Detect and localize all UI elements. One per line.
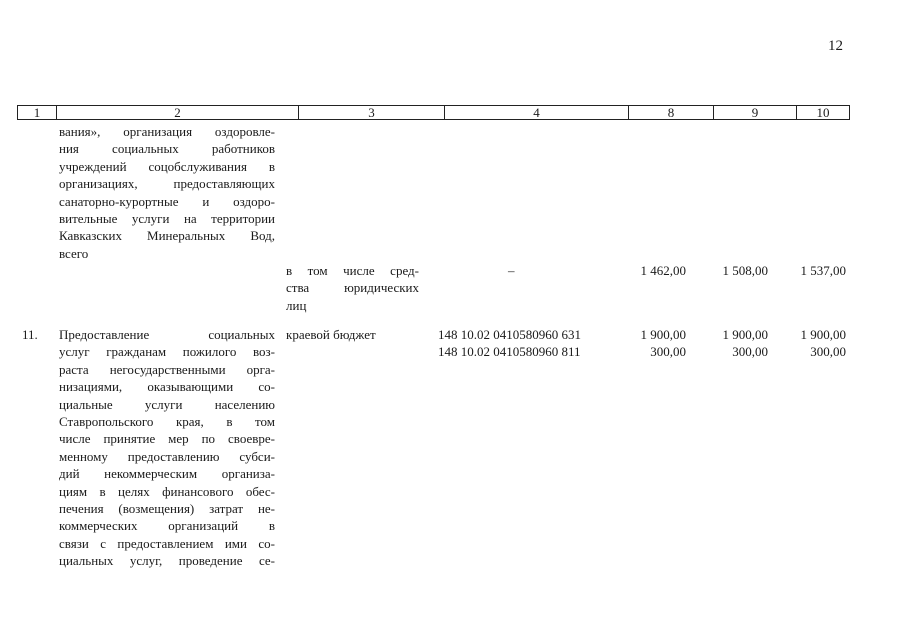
header-col-4: 4 [445,106,629,119]
text-line: дий некоммерческим организа- [59,466,275,482]
text-line: Ставропольского края, в том [59,414,275,430]
header-col-1: 1 [18,106,57,119]
legal-entities-code: – [508,263,515,278]
continued-item-text [59,123,275,262]
legal-entities-col-8: 1 462,00 [640,263,686,278]
row-11-col-9-b: 300,00 [732,344,768,359]
text-line: всего [59,245,89,261]
text-line: ния социальных работников [59,141,275,157]
row-11-source: краевой бюджет [286,327,376,342]
text-line: вания», организация оздоровле- [59,124,275,139]
text-line: вительные услуги на территории [59,211,275,227]
text-line: раста негосударственными орга- [59,361,275,377]
header-col-9: 9 [714,106,797,119]
row-11-col-10-a: 1 900,00 [800,327,846,342]
text-line: организациях, предоставляющих [59,176,275,192]
header-col-10: 10 [816,105,830,120]
text-line: циальных услуг, проведение се- [59,553,275,569]
legal-entities-source [286,262,419,314]
row-11-col-8-b: 300,00 [650,344,686,359]
row-11-description [59,326,275,570]
text-line: циальные услуги населению [59,396,275,412]
text-line: услуг гражданам пожилого воз- [59,344,275,360]
text-line: циям в целях финансового обес- [59,483,275,499]
row-11-col-9-a: 1 900,00 [722,327,768,342]
row-11-code-2: 148 10.02 0410580960 811 [438,344,581,359]
row-11-number: 11. [22,327,38,342]
header-col-3: 3 [299,106,445,119]
text-line: Предоставление социальных [59,327,275,342]
header-col-8: 8 [629,106,714,119]
text-line: числе принятие мер по своевре- [59,431,275,447]
row-11-col-10-b: 300,00 [810,344,846,359]
text-line: Кавказских Минеральных Вод, [59,228,275,244]
text-line: учреждений соцобслуживания в [59,158,275,174]
row-11-code-1: 148 10.02 0410580960 631 [438,327,581,342]
text-line: связи с предоставлением ими со- [59,535,275,551]
text-line: ства юридических [286,280,419,296]
text-line: низациями, оказывающими со- [59,379,275,395]
text-line: печения (возмещения) затрат не- [59,501,275,517]
header-col-2: 2 [57,106,299,119]
legal-entities-col-9: 1 508,00 [722,263,768,278]
text-line: в том числе сред- [286,263,419,278]
text-line: коммерческих организаций в [59,518,275,534]
text-line: санаторно-курортные и оздоро- [59,193,275,209]
text-line: лиц [286,297,307,313]
legal-entities-col-10: 1 537,00 [800,263,846,278]
page-number: 12 [828,38,843,54]
text-line: менному предоставлению субси- [59,448,275,464]
row-11-col-8-a: 1 900,00 [640,327,686,342]
table-header-row [17,105,850,120]
